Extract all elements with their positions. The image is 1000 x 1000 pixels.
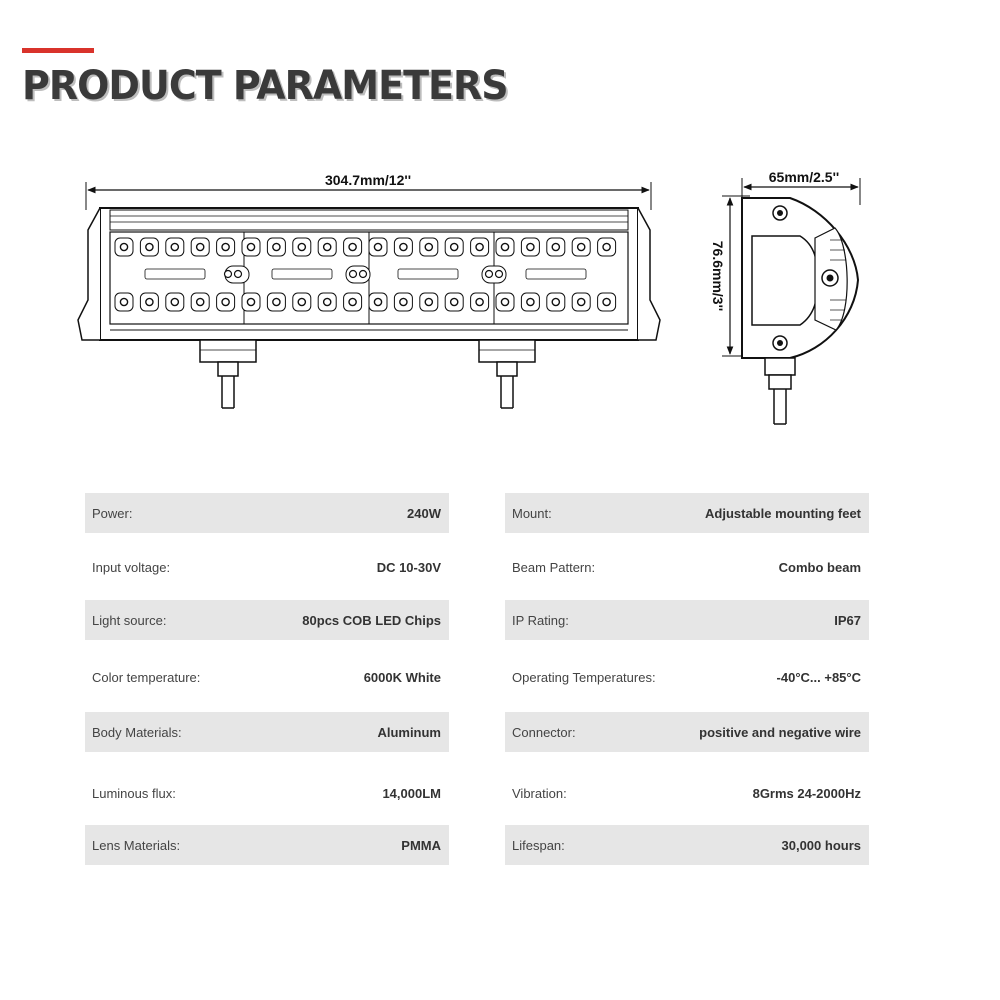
width-dimension-label: 304.7mm/12'' [324,172,412,188]
led-chip-lens [603,298,610,305]
spec-row-connector [505,712,869,752]
spec-value: 30,000 hours [781,837,861,853]
led-chip-lens [247,243,254,250]
spec-value: 6000K White [363,669,441,685]
led-chip-lens [425,243,432,250]
spec-row-color-temperature [85,657,449,697]
spec-row-mount [505,493,869,533]
spot-led [225,271,232,278]
led-chip-lens [171,243,178,250]
spec-row-beam-pattern [505,547,869,587]
led-chip-lens [400,298,407,305]
spec-value: -40°C... +85°C [776,669,861,685]
led-chip-lens [222,243,229,250]
spec-value: 8Grms 24-2000Hz [752,785,861,801]
led-chip-lens [324,243,331,250]
spec-value: Aluminum [377,724,441,740]
spec-row-vibration [505,773,869,813]
spec-row-power [85,493,449,533]
light-bar-side-view [742,198,858,424]
spec-value: PMMA [401,837,441,853]
title-accent-line [22,48,94,53]
led-chip-lens [501,298,508,305]
led-chip-lens [400,243,407,250]
spec-value: 240W [407,505,441,521]
spec-row-operating-temperatures [505,657,869,697]
depth-dimension-label: 65mm/2.5'' [768,169,840,185]
spec-label: Mount: [512,505,552,521]
led-chip-lens [578,298,585,305]
spec-value: Combo beam [778,559,861,575]
spec-label: Power: [92,505,133,521]
spec-row-luminous-flux [85,773,449,813]
spot-led [496,271,503,278]
height-dimension-label: 76.6mm/3'' [710,240,726,312]
spec-row-lifespan [505,825,869,865]
led-chip-lens [476,298,483,305]
spec-label: IP Rating: [512,612,569,628]
led-chip-lens [552,243,559,250]
spec-label: Beam Pattern: [512,559,596,575]
light-bar-diagram [0,150,1000,430]
led-chip-lens [349,243,356,250]
spec-label: Connector: [512,724,576,740]
spec-label: Input voltage: [92,559,171,575]
led-chip-lens [120,298,127,305]
spec-value: 14,000LM [382,785,441,801]
spec-row-body-materials [85,712,449,752]
led-chip-lens [552,298,559,305]
led-chip-lens [197,243,204,250]
led-chip-lens [273,243,280,250]
spec-label: Luminous flux: [92,785,176,801]
led-chip-lens [247,298,254,305]
led-chip-lens [476,243,483,250]
led-chip-lens [324,298,331,305]
spec-value: DC 10-30V [376,559,441,575]
led-chip-lens [578,243,585,250]
led-chip-lens [120,243,127,250]
led-chip-lens [527,298,534,305]
width-dimension [86,172,651,210]
spec-value: Adjustable mounting feet [705,505,861,521]
spot-led [360,271,367,278]
spec-row-light-source [85,600,449,640]
spec-label: Operating Temperatures: [512,669,656,685]
led-chip-lens [171,298,178,305]
led-chip-lens [374,243,381,250]
led-chip-lens [603,243,610,250]
led-chip-lens [425,298,432,305]
page-title: PRODUCT PARAMETERS [22,62,508,109]
spec-label: Lens Materials: [92,837,181,853]
spec-label: Color temperature: [92,669,201,685]
led-chip-lens [501,243,508,250]
led-chip-lens [197,298,204,305]
spot-led [350,271,357,278]
spec-label: Body Materials: [92,724,182,740]
spot-led [235,271,242,278]
led-chip-lens [298,298,305,305]
led-chip-lens [451,298,458,305]
spec-value: positive and negative wire [699,724,861,740]
spec-row-lens-materials [85,825,449,865]
led-chip-lens [451,243,458,250]
led-chip-lens [222,298,229,305]
mounting-feet [200,340,535,408]
spec-label: Light source: [92,612,167,628]
spot-led [486,271,493,278]
spec-row-input-voltage [85,547,449,587]
led-chip-lens [349,298,356,305]
spec-label: Vibration: [512,785,567,801]
led-chip-lens [273,298,280,305]
spec-row-ip-rating [505,600,869,640]
spec-value: IP67 [834,612,861,628]
spec-label: Lifespan: [512,837,565,853]
led-chip-lens [146,243,153,250]
led-chip-lens [146,298,153,305]
led-chip-lens [527,243,534,250]
led-chip-lens [298,243,305,250]
led-chip-lens [374,298,381,305]
light-bar-front-view [78,208,660,340]
spec-value: 80pcs COB LED Chips [302,612,441,628]
